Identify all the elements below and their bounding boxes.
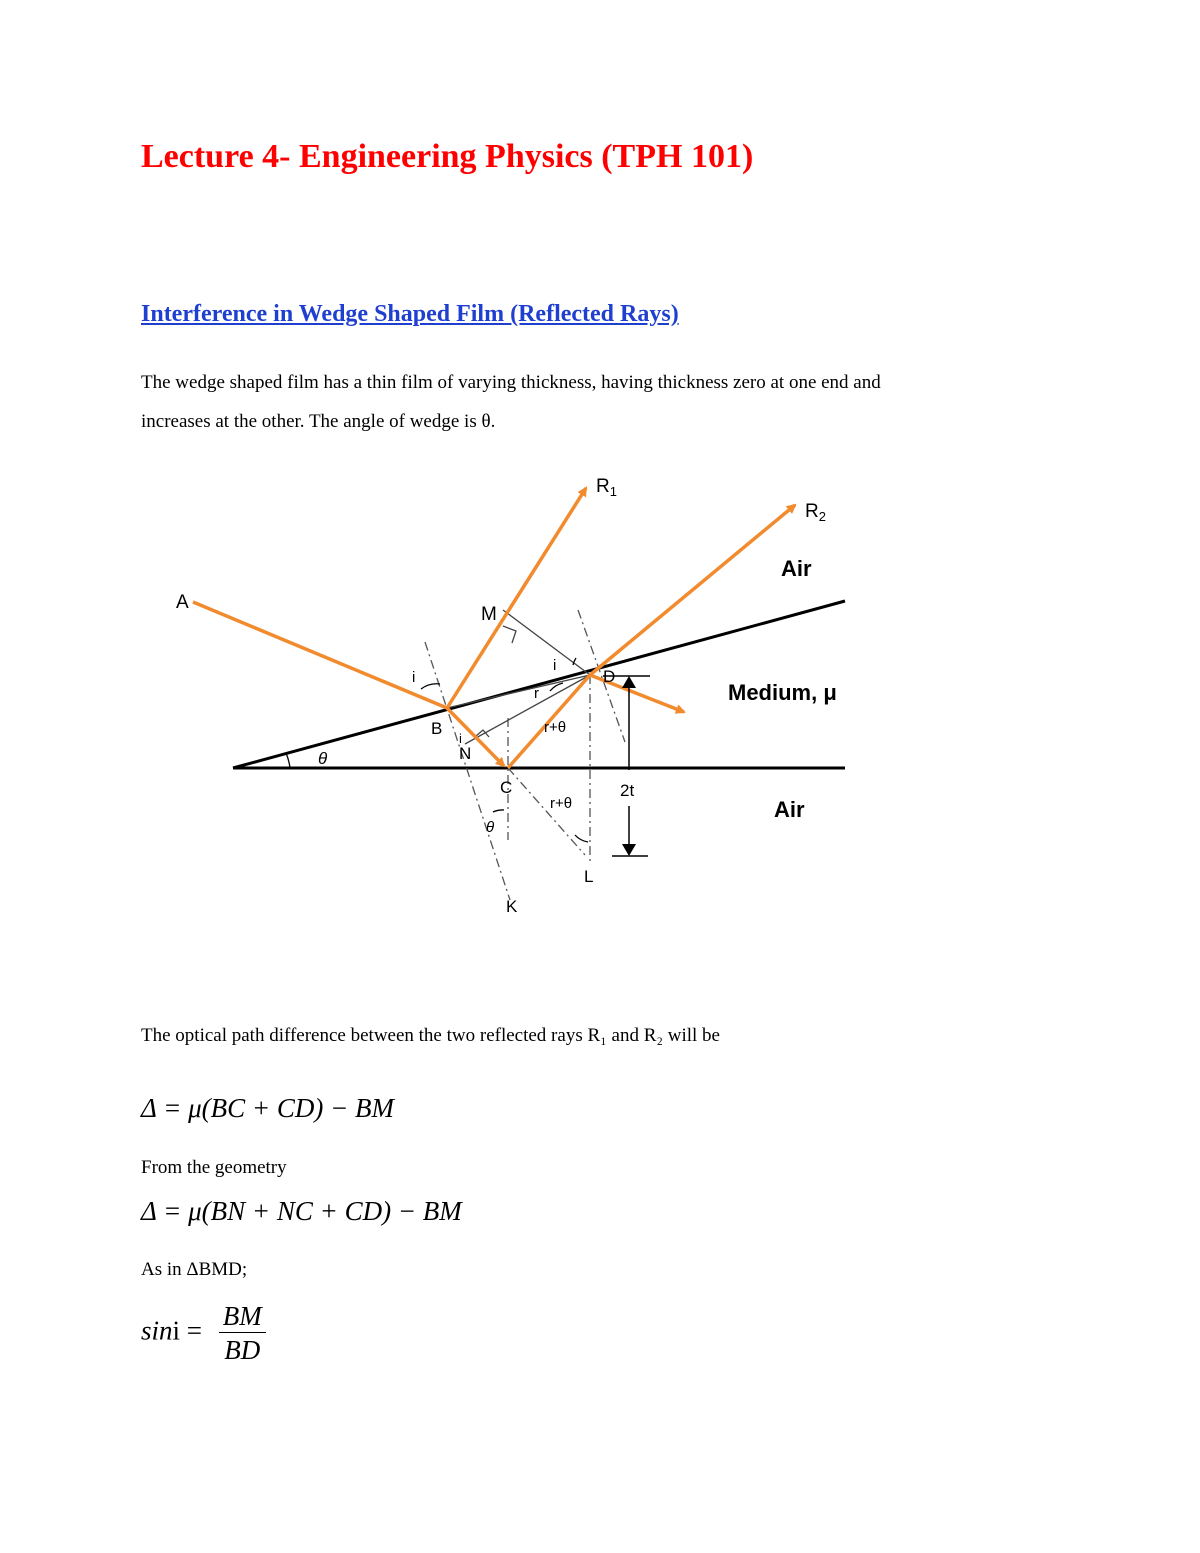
label-r1 (596, 476, 617, 499)
incident-ray (193, 602, 447, 708)
label-air-top: Air (781, 556, 812, 581)
label-i-b: i (412, 669, 416, 686)
label-i-d: i (553, 657, 557, 674)
intro-line-1: The wedge shaped film has a thin film of varying thickness, having thickness zero at one end and (141, 372, 881, 393)
label-n: N (459, 744, 472, 763)
refracted-ray-bc (447, 708, 504, 766)
label-2t: 2t (620, 781, 635, 800)
label-r2-main: R (805, 501, 819, 522)
eq3-numerator: BM (219, 1300, 266, 1333)
label-m: M (481, 604, 497, 625)
label-r-theta-1: r+θ (544, 719, 567, 736)
label-r1-sub: 1 (609, 484, 617, 499)
equation-2: Δ = μ(BN + NC + CD) − BM (141, 1196, 462, 1226)
equation-1: Δ = μ(BC + CD) − BM (141, 1093, 395, 1123)
as-in-text: As in ΔBMD; (141, 1259, 248, 1280)
label-theta-wedge: θ (318, 749, 328, 768)
reflected-ray-r2 (590, 505, 795, 675)
label-a: A (176, 592, 189, 613)
thickness-marker (603, 676, 650, 856)
page-title: Lecture 4- Engineering Physics (TPH 101) (141, 138, 754, 175)
label-r1-main: R (596, 476, 610, 497)
section-heading-link[interactable]: Interference in Wedge Shaped Film (Reflected Rays) (141, 301, 679, 327)
label-r2-sub: 2 (818, 509, 826, 524)
label-r2 (805, 501, 826, 524)
label-c: C (500, 778, 513, 797)
label-l: L (584, 867, 594, 886)
label-d: D (603, 667, 616, 686)
optical-path-text: The optical path difference between the two reflected rays R₁ and R₂ will be (141, 1025, 720, 1046)
reflected-ray-r1 (447, 488, 586, 708)
normal-lines (425, 610, 625, 900)
eq3-sin: sin (141, 1315, 173, 1346)
label-i-n: i (459, 731, 462, 746)
light-rays (193, 488, 795, 768)
eq3-fraction (219, 1300, 266, 1367)
intro-line-2: increases at the other. The angle of wedge is θ. (141, 411, 496, 432)
label-r-theta-2: r+θ (550, 795, 573, 812)
geometry-text: From the geometry (141, 1157, 287, 1178)
label-air-bottom: Air (774, 797, 805, 822)
label-medium: Medium, μ (728, 680, 837, 705)
eq3-i: i (172, 1315, 181, 1346)
eq3-equals: = (186, 1315, 203, 1346)
label-theta-c: θ (486, 819, 495, 836)
label-r: r (534, 685, 539, 702)
equation-3 (141, 1300, 266, 1370)
label-b: B (431, 719, 443, 738)
label-k: K (506, 897, 518, 916)
eq3-denominator: BD (224, 1335, 261, 1365)
wedge-film-diagram (0, 460, 1200, 930)
